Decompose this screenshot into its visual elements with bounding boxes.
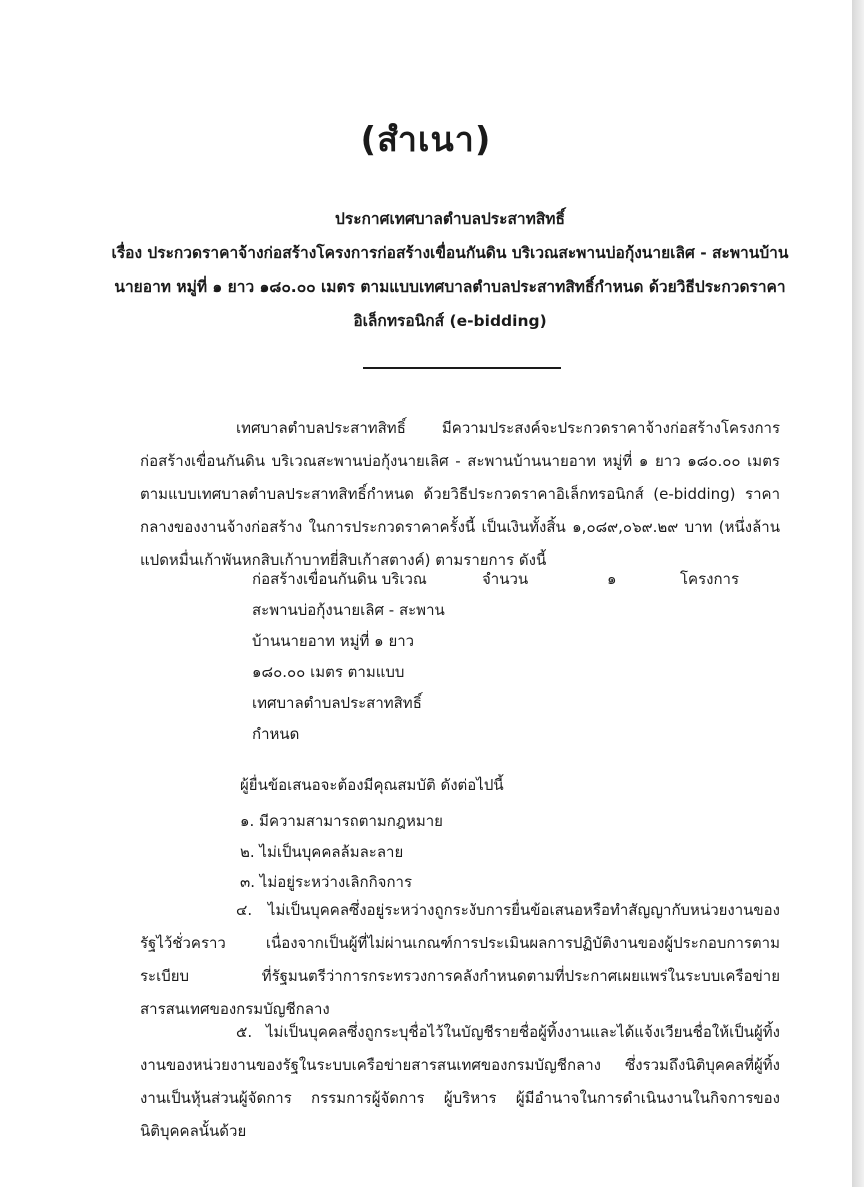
announcement-title (110, 202, 790, 338)
item-name-line: ก่อสร้างเขื่อนกันดิน บริเวณ (252, 570, 427, 588)
item-unit: โครงการ (680, 570, 740, 588)
title-line: ประกาศเทศบาลตำบลประสาทสิทธิ์ (335, 210, 565, 228)
intro-paragraph: เทศบาลตำบลประสาทสิทธิ์ มีความประสงค์จะประกวดราคาจ้างก่อสร้างโครงการก่อสร้างเขื่อนกันดิน บริเวณสะพานบ่อกุ้งนายเลิศ - สะพานบ้านนายอาท หมู่ที่ ๑ ยาว ๑๘๐.๐๐ เมตร ตามแบบเทศบาลตำบลประสาทสิทธิ์กำหนด ด้วยวิธีประกวดราคาอิเล็กทรอนิกส์ (e-bidding) ราคากลางของงานจ้างก่อสร้าง ในการประกวดราคาครั้งนี้ เป็นเงินทั้งสิ้น ๑,๐๘๙,๐๖๙.๒๙ บาท (หนึ่งล้านแปดหมื่นเก้าพันหกสิบเก้าบาทยี่สิบเก้าสตางค์) ตามรายการ ดังนี้ (140, 419, 780, 569)
title-divider (363, 367, 561, 369)
qualification-item: ๑. มีความสามารถตามกฎหมาย (240, 812, 443, 830)
item-quantity-label: จำนวน (482, 570, 529, 588)
copy-mark: (สำเนา) (360, 120, 492, 160)
item-name-line: ๑๘๐.๐๐ เมตร ตามแบบ (252, 663, 405, 681)
qualification-item: ๓. ไม่อยู่ระหว่างเลิกกิจการ (240, 873, 413, 891)
title-line: อิเล็กทรอนิกส์ (e-bidding) (353, 312, 547, 330)
item-name-line: สะพานบ่อกุ้งนายเลิศ - สะพาน (252, 601, 445, 619)
item-name-line: กำหนด (252, 725, 300, 743)
item-name (252, 564, 462, 750)
title-line: เรื่อง ประกวดราคาจ้างก่อสร้างโครงการก่อสร้างเขื่อนกันดิน บริเวณสะพานบ่อกุ้งนายเลิศ - สะพานบ้าน (111, 244, 789, 262)
qualification-item: ๔. ไม่เป็นบุคคลซึ่งอยู่ระหว่างถูกระงับการยื่นข้อเสนอหรือทำสัญญากับหน่วยงานของรัฐไว้ชั่วคราว เนื่องจากเป็นผู้ที่ไม่ผ่านเกณฑ์การประเมินผลการปฏิบัติงานของผู้ประกอบการตามระเบียบ ที่รัฐมนตรีว่าการกระทรวงการคลังกำหนดตามที่ประกาศเผยแพร่ในระบบเครือข่ายสารสนเทศของกรมบัญชีกลาง (140, 901, 780, 1018)
qualification-item: ๒. ไม่เป็นบุคคลล้มละลาย (240, 843, 404, 861)
title-line: นายอาท หมู่ที่ ๑ ยาว ๑๘๐.๐๐ เมตร ตามแบบเทศบาลตำบลประสาทสิทธิ์กำหนด ด้วยวิธีประกวดราคา (114, 278, 786, 296)
item-name-line: เทศบาลตำบลประสาทสิทธิ์ (252, 694, 422, 712)
item-name-line: บ้านนายอาท หมู่ที่ ๑ ยาว (252, 632, 415, 650)
qualification-item: ๕. ไม่เป็นบุคคลซึ่งถูกระบุชื่อไว้ในบัญชีรายชื่อผู้ทิ้งงานและได้แจ้งเวียนชื่อให้เป็นผู้ทิ้งงานของหน่วยงานของรัฐในระบบเครือข่ายสารสนเทศของกรมบัญชีกลาง ซึ่งรวมถึงนิติบุคคลที่ผู้ทิ้งงานเป็นหุ้นส่วนผู้จัดการ กรรมการผู้จัดการ ผู้บริหาร ผู้มีอำนาจในการดำเนินงานในกิจการของนิติบุคคลนั้นด้วย (140, 1023, 780, 1140)
item-quantity: ๑ (607, 570, 617, 588)
page-edge-shadow (852, 0, 864, 1187)
qualifications-intro: ผู้ยื่นข้อเสนอจะต้องมีคุณสมบัติ ดังต่อไปนี้ (240, 776, 504, 794)
